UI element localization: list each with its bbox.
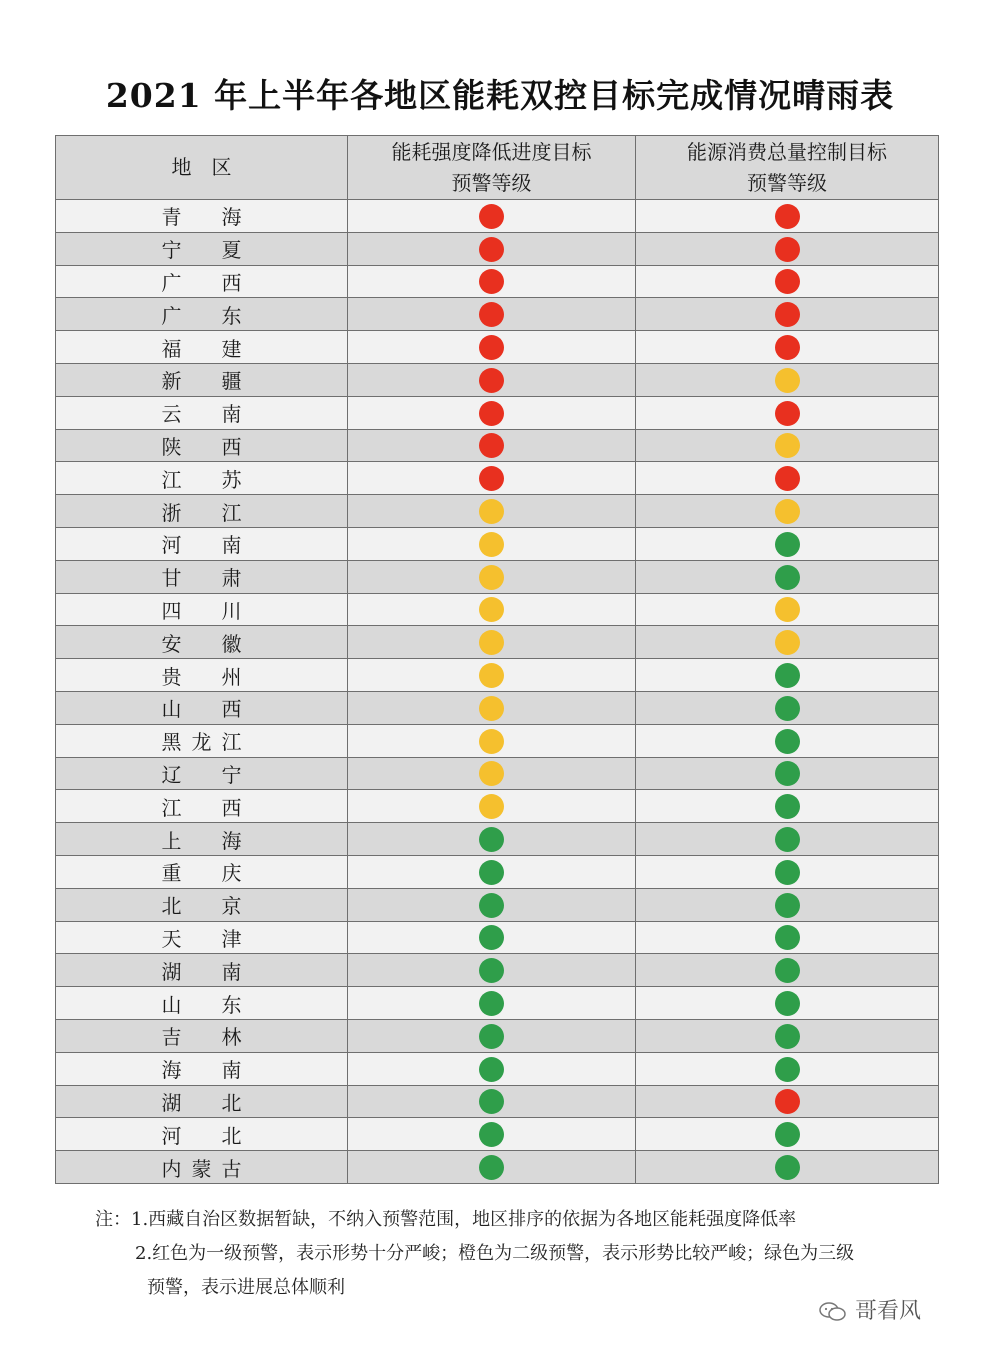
table-row — [56, 593, 939, 626]
intensity-level-cell — [348, 823, 636, 856]
region-name: 云南 — [161, 402, 242, 427]
region-cell — [56, 691, 348, 724]
intensity-level-cell — [348, 429, 636, 462]
table-row — [56, 1052, 939, 1085]
table-row — [56, 757, 939, 790]
region-name: 吉林 — [161, 1025, 242, 1050]
total-level-dot-orange — [775, 630, 800, 655]
intensity-level-cell — [348, 396, 636, 429]
region-name: 湖南 — [161, 959, 242, 984]
region-cell — [56, 331, 348, 364]
intensity-level-dot-green — [479, 1122, 504, 1147]
total-level-dot-orange — [775, 368, 800, 393]
total-level-dot-green — [775, 663, 800, 688]
total-level-dot-green — [775, 827, 800, 852]
intensity-level-cell — [348, 1151, 636, 1184]
region-cell — [56, 200, 348, 233]
region-cell — [56, 987, 348, 1020]
region-cell — [56, 1118, 348, 1151]
table-row — [56, 626, 939, 659]
intensity-level-dot-green — [479, 1024, 504, 1049]
total-level-dot-red — [775, 466, 800, 491]
header-intensity-line2: 预警等级 — [451, 170, 532, 195]
intensity-level-cell — [348, 659, 636, 692]
table-row — [56, 232, 939, 265]
region-name: 四川 — [161, 598, 242, 623]
intensity-level-dot-green — [479, 860, 504, 885]
region-cell — [56, 560, 348, 593]
table-row — [56, 921, 939, 954]
total-level-cell — [636, 495, 939, 528]
region-cell — [56, 1085, 348, 1118]
intensity-level-dot-orange — [479, 532, 504, 557]
region-cell — [56, 429, 348, 462]
region-cell — [56, 363, 348, 396]
table-row — [56, 363, 939, 396]
total-level-cell — [636, 560, 939, 593]
intensity-level-dot-red — [479, 237, 504, 262]
header-total-line1: 能源消费总量控制目标 — [687, 139, 887, 164]
total-level-cell — [636, 987, 939, 1020]
header-region: 地 区 — [56, 136, 348, 200]
intensity-level-dot-orange — [479, 663, 504, 688]
region-name: 河北 — [161, 1123, 242, 1148]
table-row — [56, 396, 939, 429]
intensity-level-cell — [348, 527, 636, 560]
intensity-level-dot-green — [479, 925, 504, 950]
region-cell — [56, 298, 348, 331]
intensity-level-dot-orange — [479, 499, 504, 524]
total-level-cell — [636, 823, 939, 856]
intensity-level-cell — [348, 363, 636, 396]
total-level-dot-green — [775, 761, 800, 786]
intensity-level-dot-green — [479, 893, 504, 918]
region-name: 浙江 — [161, 500, 242, 525]
intensity-level-dot-red — [479, 466, 504, 491]
region-name: 广西 — [161, 270, 242, 295]
region-name: 福建 — [161, 336, 242, 361]
intensity-level-cell — [348, 1052, 636, 1085]
intensity-level-cell — [348, 691, 636, 724]
total-level-dot-red — [775, 204, 800, 229]
table-row — [56, 495, 939, 528]
region-name: 贵州 — [161, 664, 242, 689]
header-intensity-line1: 能耗强度降低进度目标 — [391, 139, 592, 164]
intensity-level-dot-orange — [479, 630, 504, 655]
total-level-dot-green — [775, 794, 800, 819]
note-line-1: 注：1.西藏自治区数据暂缺，不纳入预警范围，地区排序的依据为各地区能耗强度降低率 — [95, 1209, 797, 1230]
intensity-level-dot-green — [479, 991, 504, 1016]
intensity-level-cell — [348, 954, 636, 987]
table-row — [56, 823, 939, 856]
total-level-dot-red — [775, 237, 800, 262]
table-row — [56, 954, 939, 987]
total-level-dot-red — [775, 269, 800, 294]
total-level-cell — [636, 1151, 939, 1184]
total-level-cell — [636, 200, 939, 233]
intensity-level-cell — [348, 626, 636, 659]
total-level-dot-green — [775, 1024, 800, 1049]
intensity-level-cell — [348, 888, 636, 921]
region-cell — [56, 265, 348, 298]
intensity-level-cell — [348, 757, 636, 790]
region-name: 黑龙江 — [161, 730, 242, 755]
region-name: 山西 — [161, 697, 242, 722]
region-name: 天津 — [161, 926, 242, 951]
region-cell — [56, 626, 348, 659]
table-row — [56, 1085, 939, 1118]
total-level-dot-green — [775, 696, 800, 721]
table-header-row — [56, 136, 939, 200]
total-level-dot-orange — [775, 597, 800, 622]
total-level-cell — [636, 331, 939, 364]
intensity-level-dot-orange — [479, 565, 504, 590]
total-level-cell — [636, 298, 939, 331]
table-row — [56, 659, 939, 692]
note-line-2: 2.红色为一级预警，表示形势十分严峻；橙色为二级预警，表示形势比较严峻；绿色为三级 — [135, 1243, 855, 1264]
intensity-level-dot-red — [479, 433, 504, 458]
total-level-dot-green — [775, 1155, 800, 1180]
total-level-dot-green — [775, 860, 800, 885]
table-row — [56, 298, 939, 331]
table-row — [56, 987, 939, 1020]
region-name: 辽宁 — [161, 762, 242, 787]
intensity-level-dot-green — [479, 958, 504, 983]
total-level-cell — [636, 396, 939, 429]
region-cell — [56, 527, 348, 560]
total-level-cell — [636, 921, 939, 954]
region-name: 甘肃 — [161, 566, 242, 591]
intensity-level-dot-orange — [479, 597, 504, 622]
table-row — [56, 691, 939, 724]
header-total — [636, 136, 939, 200]
region-name: 上海 — [161, 828, 242, 853]
table-row — [56, 527, 939, 560]
intensity-level-cell — [348, 1118, 636, 1151]
table-row — [56, 560, 939, 593]
intensity-level-cell — [348, 495, 636, 528]
intensity-level-dot-red — [479, 269, 504, 294]
watermark — [818, 1294, 921, 1325]
intensity-level-dot-red — [479, 401, 504, 426]
intensity-level-dot-green — [479, 1057, 504, 1082]
region-cell — [56, 823, 348, 856]
region-cell — [56, 954, 348, 987]
total-level-dot-orange — [775, 499, 800, 524]
total-level-cell — [636, 1118, 939, 1151]
region-name: 安徽 — [161, 631, 242, 656]
total-level-cell — [636, 888, 939, 921]
table-row — [56, 200, 939, 233]
total-level-dot-green — [775, 991, 800, 1016]
region-name: 河南 — [161, 533, 242, 558]
watermark-text: 哥看风 — [855, 1299, 922, 1324]
total-level-dot-red — [775, 401, 800, 426]
total-level-dot-red — [775, 302, 800, 327]
total-level-cell — [636, 265, 939, 298]
table-body — [56, 200, 939, 1184]
page-title: 2021 年上半年各地区能耗双控目标完成情况晴雨表 — [105, 76, 895, 115]
total-level-cell — [636, 593, 939, 626]
intensity-level-cell — [348, 265, 636, 298]
intensity-level-cell — [348, 331, 636, 364]
table-row — [56, 462, 939, 495]
intensity-level-cell — [348, 855, 636, 888]
table-row — [56, 265, 939, 298]
region-cell — [56, 724, 348, 757]
intensity-level-cell — [348, 462, 636, 495]
total-level-dot-green — [775, 893, 800, 918]
region-name: 广东 — [161, 303, 242, 328]
table-row — [56, 429, 939, 462]
total-level-cell — [636, 462, 939, 495]
intensity-level-cell — [348, 298, 636, 331]
region-cell — [56, 396, 348, 429]
region-cell — [56, 659, 348, 692]
warning-table — [55, 135, 939, 1184]
intensity-level-dot-orange — [479, 729, 504, 754]
region-name: 江苏 — [161, 467, 242, 492]
table-row — [56, 724, 939, 757]
notes — [95, 1203, 955, 1305]
intensity-level-dot-red — [479, 335, 504, 360]
total-level-dot-green — [775, 729, 800, 754]
region-cell — [56, 921, 348, 954]
intensity-level-cell — [348, 987, 636, 1020]
total-level-cell — [636, 757, 939, 790]
intensity-level-cell — [348, 593, 636, 626]
region-cell — [56, 855, 348, 888]
table-row — [56, 1118, 939, 1151]
total-level-cell — [636, 363, 939, 396]
total-level-dot-green — [775, 565, 800, 590]
region-name: 北京 — [161, 894, 242, 919]
region-name: 江西 — [161, 795, 242, 820]
table-row — [56, 1151, 939, 1184]
wechat-icon — [818, 1301, 848, 1323]
intensity-level-dot-red — [479, 204, 504, 229]
header-total-line2: 预警等级 — [747, 170, 827, 195]
table-row — [56, 790, 939, 823]
table-row — [56, 888, 939, 921]
intensity-level-dot-orange — [479, 761, 504, 786]
total-level-dot-green — [775, 925, 800, 950]
total-level-dot-green — [775, 532, 800, 557]
region-cell — [56, 1151, 348, 1184]
region-name: 内蒙古 — [161, 1156, 242, 1181]
total-level-cell — [636, 1019, 939, 1052]
total-level-cell — [636, 855, 939, 888]
intensity-level-dot-red — [479, 368, 504, 393]
table-row — [56, 331, 939, 364]
region-cell — [56, 495, 348, 528]
intensity-level-dot-green — [479, 827, 504, 852]
region-name: 山东 — [161, 992, 242, 1017]
intensity-level-cell — [348, 1085, 636, 1118]
region-cell — [56, 462, 348, 495]
region-name: 海南 — [161, 1058, 242, 1083]
total-level-cell — [636, 724, 939, 757]
intensity-level-cell — [348, 921, 636, 954]
region-name: 湖北 — [161, 1090, 242, 1115]
total-level-dot-green — [775, 1057, 800, 1082]
total-level-dot-red — [775, 1089, 800, 1114]
region-name: 重庆 — [161, 861, 242, 886]
table-row — [56, 1019, 939, 1052]
intensity-level-dot-green — [479, 1089, 504, 1114]
region-cell — [56, 1019, 348, 1052]
total-level-cell — [636, 1052, 939, 1085]
total-level-cell — [636, 954, 939, 987]
total-level-cell — [636, 659, 939, 692]
intensity-level-cell — [348, 232, 636, 265]
note-line-3: 预警，表示进展总体顺利 — [147, 1277, 345, 1298]
intensity-level-cell — [348, 724, 636, 757]
total-level-dot-red — [775, 335, 800, 360]
total-level-dot-orange — [775, 433, 800, 458]
total-level-dot-green — [775, 1122, 800, 1147]
intensity-level-cell — [348, 1019, 636, 1052]
intensity-level-cell — [348, 200, 636, 233]
intensity-level-cell — [348, 790, 636, 823]
total-level-cell — [636, 790, 939, 823]
region-cell — [56, 790, 348, 823]
intensity-level-dot-orange — [479, 696, 504, 721]
region-cell — [56, 888, 348, 921]
region-name: 新疆 — [161, 369, 242, 394]
region-cell — [56, 1052, 348, 1085]
region-cell — [56, 757, 348, 790]
total-level-cell — [636, 1085, 939, 1118]
region-name: 宁夏 — [161, 238, 242, 263]
region-name: 陕西 — [161, 434, 242, 459]
total-level-cell — [636, 626, 939, 659]
total-level-cell — [636, 691, 939, 724]
header-intensity — [348, 136, 636, 200]
table-row — [56, 855, 939, 888]
total-level-dot-green — [775, 958, 800, 983]
total-level-cell — [636, 232, 939, 265]
total-level-cell — [636, 527, 939, 560]
intensity-level-cell — [348, 560, 636, 593]
intensity-level-dot-green — [479, 1155, 504, 1180]
region-name: 青海 — [161, 205, 242, 230]
intensity-level-dot-orange — [479, 794, 504, 819]
region-cell — [56, 593, 348, 626]
total-level-cell — [636, 429, 939, 462]
intensity-level-dot-red — [479, 302, 504, 327]
region-cell — [56, 232, 348, 265]
